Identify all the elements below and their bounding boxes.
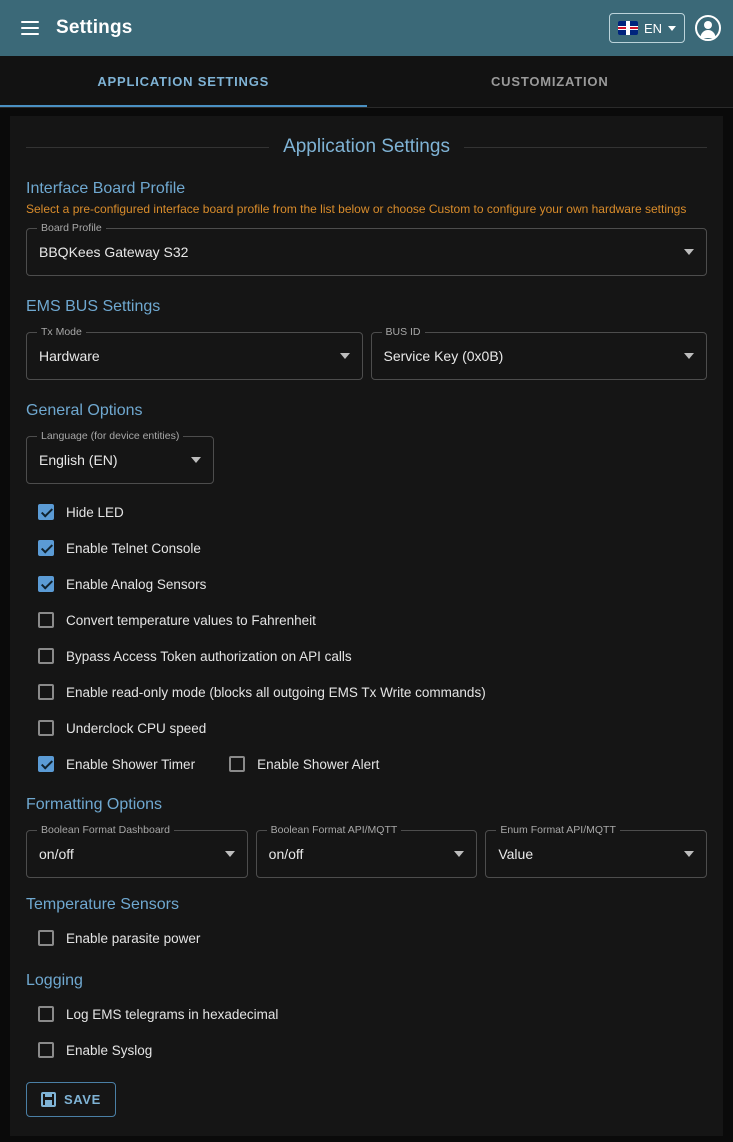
tx-mode-select[interactable] — [26, 326, 363, 380]
bus-id-select[interactable] — [371, 326, 708, 380]
checkbox-enable-analog-sensors-label: Enable Analog Sensors — [66, 576, 207, 592]
app-bar — [0, 0, 733, 56]
checkbox-row-syslog — [26, 1032, 707, 1068]
checkbox-indicator — [38, 540, 54, 556]
formatting-fields-row — [26, 824, 707, 878]
board-profile-value: BBQKees Gateway S32 — [39, 244, 189, 260]
boolean-format-dashboard-label: Boolean Format Dashboard — [37, 824, 174, 836]
board-profile-label: Board Profile — [37, 222, 106, 234]
checkbox-indicator — [38, 648, 54, 664]
checkbox-row-analog-sensors — [26, 566, 707, 602]
checkbox-underclock-cpu[interactable] — [26, 720, 206, 736]
chevron-down-icon — [454, 851, 464, 857]
checkbox-indicator — [229, 756, 245, 772]
checkbox-enable-shower-timer-label: Enable Shower Timer — [66, 756, 196, 772]
checkbox-hide-led[interactable] — [26, 504, 124, 520]
checkbox-row-bypass-token — [26, 638, 707, 674]
checkbox-indicator — [38, 930, 54, 946]
checkbox-indicator — [38, 720, 54, 736]
chevron-down-icon — [191, 457, 201, 463]
enum-format-api-mqtt-label: Enum Format API/MQTT — [496, 824, 620, 836]
checkbox-row-hide-led — [26, 494, 707, 530]
checkbox-bypass-access-token-label: Bypass Access Token authorization on API calls — [66, 648, 352, 664]
checkbox-enable-readonly-mode[interactable] — [26, 684, 486, 700]
bus-id-label: BUS ID — [382, 326, 425, 338]
checkbox-row-log-hex — [26, 996, 707, 1032]
checkbox-enable-syslog-label: Enable Syslog — [66, 1042, 153, 1058]
settings-heading: Application Settings — [283, 136, 450, 157]
checkbox-convert-fahrenheit-label: Convert temperature values to Fahrenheit — [66, 612, 316, 628]
checkbox-enable-parasite-power-label: Enable parasite power — [66, 930, 201, 946]
checkbox-row-underclock — [26, 710, 707, 746]
boolean-format-dashboard-select[interactable] — [26, 824, 248, 878]
formatting-options-title: Formatting Options — [26, 796, 163, 813]
bus-id-value: Service Key (0x0B) — [383, 348, 504, 364]
chevron-down-icon — [340, 353, 350, 359]
tab-application-settings-label: APPLICATION SETTINGS — [97, 74, 270, 89]
board-profile-select[interactable] — [26, 222, 707, 276]
enum-format-api-mqtt-value: Value — [498, 846, 534, 862]
checkbox-indicator — [38, 504, 54, 520]
interface-board-profile-title: Interface Board Profile — [26, 180, 186, 197]
checkbox-enable-readonly-mode-label: Enable read-only mode (blocks all outgoing EMS Tx Write commands) — [66, 684, 486, 700]
checkbox-indicator — [38, 684, 54, 700]
checkbox-enable-parasite-power[interactable] — [26, 930, 200, 946]
interface-board-profile-description: Select a pre-configured interface board profile from the list below or choose Custom to configure your own hardware settings — [26, 202, 687, 216]
checkbox-row-readonly — [26, 674, 707, 710]
checkbox-hide-led-label: Hide LED — [66, 504, 124, 520]
divider-right — [464, 147, 707, 148]
checkbox-log-ems-telegrams-hex-label: Log EMS telegrams in hexadecimal — [66, 1006, 279, 1022]
checkbox-enable-shower-alert[interactable] — [217, 756, 379, 772]
checkbox-row-telnet — [26, 530, 707, 566]
checkbox-enable-shower-timer[interactable] — [26, 756, 195, 772]
checkbox-convert-fahrenheit[interactable] — [26, 612, 316, 628]
checkbox-indicator — [38, 756, 54, 772]
temperature-sensors-title: Temperature Sensors — [26, 896, 179, 913]
enum-format-api-mqtt-select[interactable] — [485, 824, 707, 878]
hamburger-menu-icon[interactable] — [12, 10, 48, 46]
checkbox-enable-analog-sensors[interactable] — [26, 576, 206, 592]
checkbox-indicator — [38, 576, 54, 592]
chevron-down-icon — [684, 249, 694, 255]
settings-panel — [10, 116, 723, 1136]
page-title: Settings — [56, 17, 133, 38]
checkbox-indicator — [38, 1042, 54, 1058]
checkbox-indicator — [38, 1006, 54, 1022]
checkbox-enable-syslog[interactable] — [26, 1042, 152, 1058]
tx-mode-value: Hardware — [39, 348, 100, 364]
checkbox-row-shower — [26, 746, 707, 782]
boolean-format-api-mqtt-label: Boolean Format API/MQTT — [267, 824, 402, 836]
ems-bus-settings-title: EMS BUS Settings — [26, 298, 161, 315]
boolean-format-api-mqtt-select[interactable] — [256, 824, 478, 878]
language-selector-label: EN — [643, 20, 662, 36]
tab-customization[interactable] — [367, 56, 733, 107]
save-button[interactable] — [26, 1082, 116, 1117]
save-disk-icon — [41, 1092, 56, 1107]
tab-bar — [0, 56, 733, 108]
boolean-format-dashboard-value: on/off — [39, 846, 74, 862]
chevron-down-icon — [225, 851, 235, 857]
section-heading — [26, 136, 707, 158]
language-value: English (EN) — [39, 452, 118, 468]
checkbox-bypass-access-token[interactable] — [26, 648, 352, 664]
account-circle-icon[interactable] — [695, 15, 721, 41]
checkbox-enable-telnet-console[interactable] — [26, 540, 201, 556]
checkbox-indicator — [38, 612, 54, 628]
checkbox-enable-telnet-console-label: Enable Telnet Console — [66, 540, 201, 556]
app-bar-actions — [609, 13, 721, 43]
logging-title: Logging — [26, 972, 83, 989]
language-selector-button[interactable] — [609, 13, 685, 43]
uk-flag-icon — [618, 21, 638, 35]
chevron-down-icon — [684, 851, 694, 857]
checkbox-row-parasite-power — [26, 920, 707, 956]
checkbox-log-ems-telegrams-hex[interactable] — [26, 1006, 278, 1022]
tab-application-settings[interactable] — [0, 56, 367, 107]
chevron-down-icon — [668, 26, 676, 31]
divider-left — [26, 147, 269, 148]
boolean-format-api-mqtt-value: on/off — [268, 846, 304, 862]
save-button-label: SAVE — [64, 1092, 101, 1107]
ems-bus-fields-row — [26, 326, 707, 380]
tx-mode-label: Tx Mode — [37, 326, 86, 338]
checkbox-enable-shower-alert-label: Enable Shower Alert — [257, 756, 380, 772]
general-options-title: General Options — [26, 402, 143, 419]
chevron-down-icon — [684, 353, 694, 359]
checkbox-row-fahrenheit — [26, 602, 707, 638]
checkbox-underclock-cpu-label: Underclock CPU speed — [66, 720, 207, 736]
tab-customization-label: CUSTOMIZATION — [490, 74, 609, 89]
language-select[interactable] — [26, 430, 214, 484]
language-label: Language (for device entities) — [37, 430, 183, 442]
